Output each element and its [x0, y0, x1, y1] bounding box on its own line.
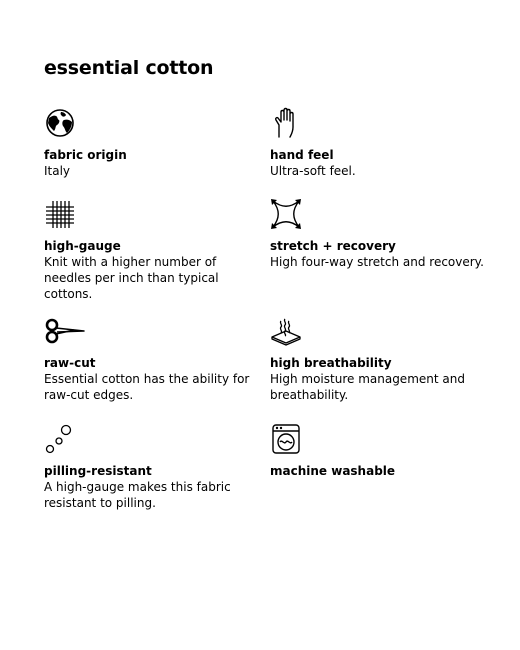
feature-pilling-resistant — [44, 423, 264, 511]
pilling-dots-icon — [44, 423, 76, 455]
feature-machine-washable — [270, 423, 490, 479]
hand-icon — [270, 107, 302, 139]
feature-name: pilling-resistant — [44, 464, 152, 478]
feature-name: hand feel — [270, 148, 334, 162]
feature-high-gauge — [44, 198, 264, 302]
feature-name: high breathability — [270, 356, 392, 370]
washing-machine-icon — [270, 423, 302, 455]
feature-raw-cut — [44, 315, 264, 403]
feature-description: Knit with a higher number of needles per inch than typical cottons. — [44, 255, 219, 301]
feature-name: high-gauge — [44, 239, 121, 253]
heat-waves-icon — [270, 315, 302, 347]
feature-description: A high-gauge makes this fabric resistant to pilling. — [44, 480, 231, 510]
feature-name: machine washable — [270, 464, 396, 478]
feature-high-breathability — [270, 315, 490, 403]
feature-hand-feel — [270, 107, 490, 179]
feature-name: fabric origin — [44, 148, 127, 162]
scissors-icon — [44, 315, 86, 347]
feature-description: High moisture management and breathability. — [270, 372, 465, 402]
stretch-arrows-icon — [270, 198, 302, 230]
feature-description: Italy — [44, 164, 71, 178]
feature-stretch-recovery — [270, 198, 490, 270]
page-title: essential cotton — [44, 57, 214, 79]
feature-name: raw-cut — [44, 356, 96, 370]
feature-description: Essential cotton has the ability for raw-cut edges. — [44, 372, 250, 402]
feature-name: stretch + recovery — [270, 239, 396, 253]
feature-description: High four-way stretch and recovery. — [270, 255, 484, 269]
feature-fabric-origin — [44, 107, 264, 179]
globe-icon — [44, 107, 76, 139]
feature-description: Ultra-soft feel. — [270, 164, 356, 178]
knit-grid-icon — [44, 198, 76, 230]
